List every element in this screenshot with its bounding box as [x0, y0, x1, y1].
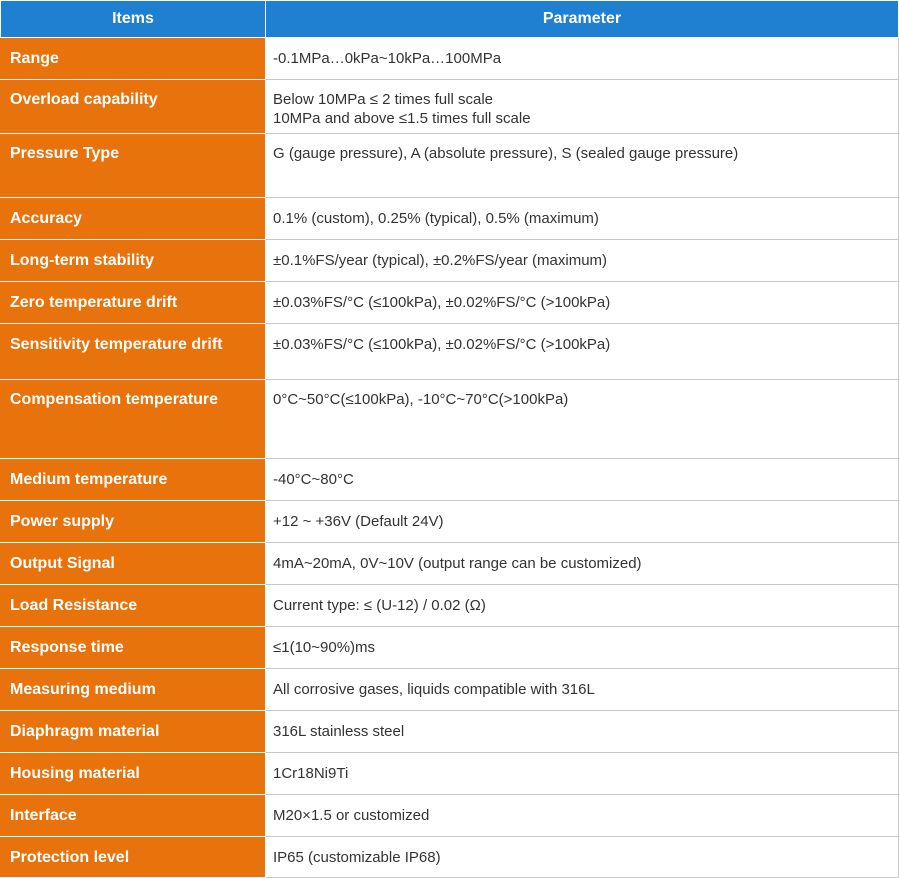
item-cell	[1, 459, 266, 501]
parameter-value: 1Cr18Ni9Ti	[273, 765, 349, 782]
item-cell	[1, 837, 266, 878]
item-cell	[1, 795, 266, 837]
parameter-cell	[266, 711, 899, 753]
parameter-value: -0.1MPa…0kPa~10kPa…100MPa	[273, 50, 502, 67]
parameter-cell	[266, 795, 899, 837]
item-cell	[1, 380, 266, 459]
parameter-cell	[266, 501, 899, 543]
item-cell	[1, 753, 266, 795]
item-cell	[1, 324, 266, 380]
item-label: Zero temperature drift	[10, 294, 178, 311]
item-label: Housing material	[10, 765, 140, 782]
item-label: Response time	[10, 639, 124, 656]
parameter-value: 0.1% (custom), 0.25% (typical), 0.5% (maximum)	[273, 210, 599, 227]
item-cell	[1, 282, 266, 324]
table-header-row	[1, 1, 899, 38]
item-label: Compensation temperature	[10, 391, 219, 408]
parameter-value: 316L stainless steel	[273, 723, 405, 740]
parameter-cell	[266, 80, 899, 134]
table-row	[1, 585, 899, 627]
table-row	[1, 459, 899, 501]
column-header-items: Items	[1, 1, 266, 38]
table-row	[1, 134, 899, 198]
parameter-cell	[266, 753, 899, 795]
parameter-value: M20×1.5 or customized	[273, 807, 430, 824]
table-row	[1, 627, 899, 669]
parameter-cell	[266, 198, 899, 240]
parameter-value: IP65 (customizable IP68)	[273, 849, 441, 866]
item-cell	[1, 198, 266, 240]
table-row	[1, 837, 899, 878]
parameter-cell	[266, 324, 899, 380]
item-cell	[1, 711, 266, 753]
item-cell	[1, 38, 266, 80]
parameter-value: -40°C~80°C	[273, 471, 354, 488]
item-cell	[1, 501, 266, 543]
parameter-cell	[266, 837, 899, 878]
item-label: Interface	[10, 807, 77, 824]
parameter-value: G (gauge pressure), A (absolute pressure), S (sealed gauge pressure)	[273, 145, 739, 162]
parameter-cell	[266, 459, 899, 501]
parameter-value: Current type: ≤ (U-12) / 0.02 (Ω)	[273, 597, 486, 614]
parameter-value-line-2: 10MPa and above ≤1.5 times full scale	[273, 110, 531, 127]
parameter-cell	[266, 134, 899, 198]
item-label: Protection level	[10, 849, 130, 866]
item-label: Overload capability	[10, 91, 158, 108]
table-row	[1, 38, 899, 80]
parameter-value: ±0.1%FS/year (typical), ±0.2%FS/year (maximum)	[273, 252, 608, 269]
parameter-cell	[266, 627, 899, 669]
item-label: Output Signal	[10, 555, 115, 572]
table-row	[1, 753, 899, 795]
item-label: Medium temperature	[10, 471, 168, 488]
item-cell	[1, 543, 266, 585]
item-label: Range	[10, 50, 59, 67]
item-label: Diaphragm material	[10, 723, 160, 740]
table-row	[1, 669, 899, 711]
item-label: Load Resistance	[10, 597, 138, 614]
parameter-value: Below 10MPa ≤ 2 times full scale	[273, 91, 493, 108]
parameter-value: All corrosive gases, liquids compatible with 316L	[273, 681, 595, 698]
table-row	[1, 711, 899, 753]
item-cell	[1, 80, 266, 134]
table-row	[1, 324, 899, 380]
item-label: Accuracy	[10, 210, 83, 227]
column-header-parameter: Parameter	[266, 1, 899, 38]
parameter-cell	[266, 669, 899, 711]
parameter-cell	[266, 380, 899, 459]
item-cell	[1, 669, 266, 711]
parameter-value: ≤1(10~90%)ms	[273, 639, 376, 656]
table-row	[1, 80, 899, 134]
item-cell	[1, 585, 266, 627]
table-row	[1, 380, 899, 459]
parameter-value: ±0.03%FS/°C (≤100kPa), ±0.02%FS/°C (>100kPa)	[273, 336, 611, 353]
parameter-value: 0°C~50°C(≤100kPa), -10°C~70°C(>100kPa)	[273, 391, 569, 408]
parameter-cell	[266, 543, 899, 585]
table-row	[1, 198, 899, 240]
parameter-cell	[266, 282, 899, 324]
item-label: Pressure Type	[10, 145, 120, 162]
item-label: Sensitivity temperature drift	[10, 336, 223, 353]
table-row	[1, 501, 899, 543]
item-label: Long-term stability	[10, 252, 155, 269]
parameter-cell	[266, 38, 899, 80]
parameter-value: +12 ~ +36V (Default 24V)	[273, 513, 444, 530]
item-cell	[1, 240, 266, 282]
parameter-value: ±0.03%FS/°C (≤100kPa), ±0.02%FS/°C (>100kPa)	[273, 294, 611, 311]
parameter-value: 4mA~20mA, 0V~10V (output range can be customized)	[273, 555, 642, 572]
table-row	[1, 282, 899, 324]
table-row	[1, 240, 899, 282]
table-row	[1, 795, 899, 837]
item-cell	[1, 134, 266, 198]
table-row	[1, 543, 899, 585]
parameter-cell	[266, 240, 899, 282]
item-label: Power supply	[10, 513, 115, 530]
item-label: Measuring medium	[10, 681, 156, 698]
item-cell	[1, 627, 266, 669]
parameter-cell	[266, 585, 899, 627]
